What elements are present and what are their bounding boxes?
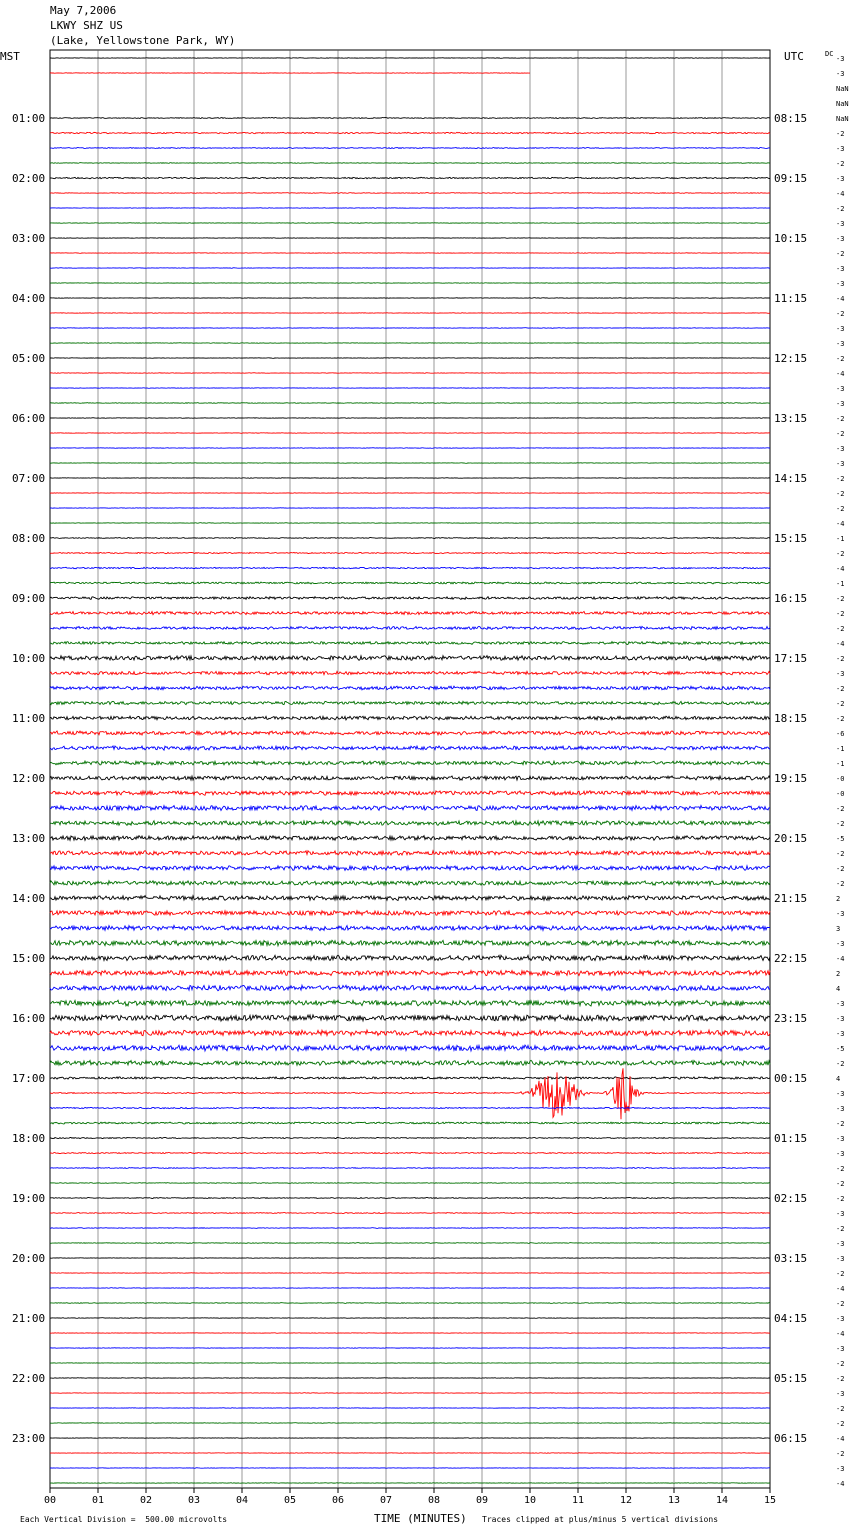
scale-note: Each Vertical Division = 500.00 microvolts <box>20 1515 228 1524</box>
trace-line <box>50 132 770 133</box>
station-code: LKWY SHZ US <box>50 19 123 32</box>
trace-offset-label: 2 <box>836 970 841 978</box>
trace-offset-label: -3 <box>836 1000 845 1008</box>
trace-line <box>50 1183 770 1184</box>
trace-offset-label: -3 <box>836 1150 845 1158</box>
left-hour-label: 22:00 <box>12 1372 46 1385</box>
trace-offset-label: -2 <box>836 205 845 213</box>
right-hour-label: 08:15 <box>774 112 808 125</box>
trace-offset-label: -6 <box>836 730 845 738</box>
trace-line <box>50 193 770 194</box>
trace-offset-label: -0 <box>836 790 845 798</box>
trace-line <box>50 955 770 961</box>
trace-offset-label: -2 <box>836 1270 845 1278</box>
right-hour-label: 12:15 <box>774 352 808 365</box>
trace-line <box>50 1137 770 1138</box>
trace-offset-label: -2 <box>836 130 845 138</box>
trace-offset-label: -2 <box>836 1060 845 1068</box>
trace-offset-label: -1 <box>836 580 845 588</box>
trace-offset-label: -2 <box>836 415 845 423</box>
trace-offset-label: NaN <box>836 85 849 93</box>
x-tick-label-05: 05 <box>283 1495 297 1506</box>
trace-offset-label: -1 <box>836 535 845 543</box>
trace-offset-label: -3 <box>836 1465 845 1473</box>
trace-offset-label: -3 <box>836 910 845 918</box>
trace-line <box>50 163 770 164</box>
right-hour-label: 14:15 <box>774 472 808 485</box>
trace-line <box>50 1483 770 1484</box>
trace-offset-label: -4 <box>836 565 845 573</box>
trace-line <box>50 626 770 629</box>
trace-offset-label: -2 <box>836 490 845 498</box>
trace-offset-label: -3 <box>836 385 845 393</box>
trace-offset-label: -5 <box>836 835 845 843</box>
trace-line <box>50 806 770 811</box>
trace-offset-label: -2 <box>836 1360 845 1368</box>
trace-line <box>50 656 770 661</box>
trace-offset-label: -3 <box>836 340 845 348</box>
trace-offset-label: -4 <box>836 1435 845 1443</box>
trace-line <box>50 283 770 284</box>
trace-offset-label: -3 <box>836 1240 845 1248</box>
trace-line <box>50 1333 770 1334</box>
trace-offset-label: -4 <box>836 520 845 528</box>
trace-line <box>50 597 770 600</box>
trace-line <box>50 1453 770 1454</box>
right-hour-label: 10:15 <box>774 232 808 245</box>
trace-line <box>50 523 770 524</box>
trace-line <box>50 208 770 209</box>
left-hour-label: 07:00 <box>12 472 46 485</box>
left-hour-label: 09:00 <box>12 592 46 605</box>
trace-line <box>50 1243 770 1244</box>
trace-offset-label: -4 <box>836 955 845 963</box>
trace-offset-label: -2 <box>836 850 845 858</box>
x-tick-label-12: 12 <box>619 1495 633 1506</box>
trace-offset-label: -4 <box>836 1480 845 1488</box>
trace-offset-label: -3 <box>836 670 845 678</box>
left-timezone-label: MST <box>0 50 20 63</box>
trace-line <box>50 313 770 314</box>
trace-line <box>50 642 770 645</box>
trace-line <box>50 493 770 494</box>
x-axis-label: TIME (MINUTES) <box>374 1512 467 1525</box>
right-hour-label: 11:15 <box>774 292 808 305</box>
trace-line <box>50 1423 770 1424</box>
trace-line <box>50 223 770 224</box>
trace-line <box>50 433 770 434</box>
trace-line <box>50 1122 770 1124</box>
trace-line <box>50 1318 770 1319</box>
right-hour-label: 06:15 <box>774 1432 808 1445</box>
trace-offset-label: -2 <box>836 550 845 558</box>
trace-offset-label: -3 <box>836 235 845 243</box>
trace-line <box>50 1000 770 1006</box>
trace-line <box>50 508 770 509</box>
trace-line <box>50 582 770 584</box>
trace-offset-label: -2 <box>836 1120 845 1128</box>
trace-line <box>50 1378 770 1379</box>
trace-line <box>50 298 770 299</box>
trace-offset-label: -3 <box>836 1015 845 1023</box>
right-hour-label: 23:15 <box>774 1012 808 1025</box>
left-hour-label: 18:00 <box>12 1132 46 1145</box>
trace-offset-label: -2 <box>836 310 845 318</box>
trace-offset-label: -2 <box>836 1300 845 1308</box>
trace-line <box>50 403 770 404</box>
trace-line <box>50 1015 770 1021</box>
left-hour-label: 08:00 <box>12 532 46 545</box>
trace-line <box>50 1303 770 1304</box>
station-location: (Lake, Yellowstone Park, WY) <box>50 34 236 47</box>
trace-offset-label: -4 <box>836 640 845 648</box>
trace-line <box>50 1198 770 1199</box>
right-hour-label: 01:15 <box>774 1132 808 1145</box>
trace-offset-label: -3 <box>836 400 845 408</box>
trace-offset-label: -4 <box>836 370 845 378</box>
trace-line <box>50 1228 770 1229</box>
x-tick-label-15: 15 <box>763 1495 777 1506</box>
trace-offset-label: -2 <box>836 1225 845 1233</box>
trace-line <box>50 731 770 735</box>
trace-offset-label: -3 <box>836 1390 845 1398</box>
trace-line <box>50 448 770 449</box>
trace-line <box>50 1213 770 1214</box>
right-hour-label: 21:15 <box>774 892 808 905</box>
x-tick-label-09: 09 <box>475 1495 489 1506</box>
trace-offset-label: -2 <box>836 1450 845 1458</box>
trace-offset-label: -2 <box>836 1165 845 1173</box>
x-tick-label-00: 00 <box>43 1495 57 1506</box>
trace-offset-label: -3 <box>836 145 845 153</box>
trace-line <box>50 746 770 750</box>
trace-offset-label: -2 <box>836 160 845 168</box>
trace-offset-label: -2 <box>836 1420 845 1428</box>
trace-line <box>50 851 770 856</box>
trace-line <box>50 1363 770 1364</box>
trace-line <box>50 1045 770 1051</box>
trace-offset-label: -2 <box>836 475 845 483</box>
trace-offset-label: -2 <box>836 700 845 708</box>
trace-line <box>50 1168 770 1169</box>
trace-offset-label: -2 <box>836 355 845 363</box>
right-hour-label: 05:15 <box>774 1372 808 1385</box>
trace-offset-label: NaN <box>836 115 849 123</box>
x-tick-label-04: 04 <box>235 1495 249 1506</box>
left-hour-label: 21:00 <box>12 1312 46 1325</box>
left-hour-label: 16:00 <box>12 1012 46 1025</box>
trace-line <box>50 1068 770 1119</box>
right-hour-label: 19:15 <box>774 772 808 785</box>
trace-line <box>50 612 770 615</box>
left-hour-label: 04:00 <box>12 292 46 305</box>
trace-line <box>50 388 770 389</box>
trace-line <box>50 1077 770 1079</box>
trace-line <box>50 1060 770 1065</box>
x-tick-label-02: 02 <box>139 1495 153 1506</box>
trace-line <box>50 73 530 74</box>
trace-line <box>50 1348 770 1349</box>
trace-line <box>50 881 770 885</box>
trace-line <box>50 671 770 675</box>
trace-offset-label: -2 <box>836 1405 845 1413</box>
left-hour-label: 12:00 <box>12 772 46 785</box>
right-hour-label: 16:15 <box>774 592 808 605</box>
trace-line <box>50 761 770 765</box>
dc-label: DC <box>825 50 834 58</box>
trace-line <box>50 836 770 841</box>
trace-line <box>50 985 770 990</box>
x-tick-label-07: 07 <box>379 1495 393 1506</box>
trace-line <box>50 716 770 720</box>
trace-offset-label: -3 <box>836 1255 845 1263</box>
right-hour-label: 13:15 <box>774 412 808 425</box>
trace-line <box>50 1438 770 1439</box>
left-hour-label: 17:00 <box>12 1072 46 1085</box>
trace-line <box>50 552 770 553</box>
right-hour-label: 03:15 <box>774 1252 808 1265</box>
left-hour-label: 15:00 <box>12 952 46 965</box>
trace-offset-label: -2 <box>836 430 845 438</box>
left-hour-label: 20:00 <box>12 1252 46 1265</box>
plot-date: May 7,2006 <box>50 4 117 17</box>
trace-offset-label: -1 <box>836 760 845 768</box>
trace-line <box>50 238 770 239</box>
right-hour-label: 02:15 <box>774 1192 808 1205</box>
trace-line <box>50 940 770 945</box>
x-tick-label-06: 06 <box>331 1495 345 1506</box>
trace-offset-label: 4 <box>836 985 841 993</box>
x-tick-label-13: 13 <box>667 1495 681 1506</box>
left-hour-label: 13:00 <box>12 832 46 845</box>
trace-offset-label: -4 <box>836 190 845 198</box>
trace-offset-label: 3 <box>836 925 841 933</box>
trace-offset-label: -3 <box>836 460 845 468</box>
trace-offset-label: -3 <box>836 1345 845 1353</box>
right-hour-label: 17:15 <box>774 652 808 665</box>
left-hour-label: 19:00 <box>12 1192 46 1205</box>
left-hour-label: 11:00 <box>12 712 46 725</box>
trace-offset-label: -3 <box>836 325 845 333</box>
right-hour-label: 20:15 <box>774 832 808 845</box>
trace-offset-label: -3 <box>836 280 845 288</box>
trace-offset-label: -3 <box>836 70 845 78</box>
trace-line <box>50 791 770 796</box>
trace-offset-label: -0 <box>836 775 845 783</box>
trace-line <box>50 118 770 119</box>
trace-offset-label: -4 <box>836 1285 845 1293</box>
trace-offset-label: -3 <box>836 265 845 273</box>
trace-offset-label: -2 <box>836 505 845 513</box>
trace-offset-label: -2 <box>836 880 845 888</box>
plot-frame <box>50 50 770 1488</box>
left-hour-label: 10:00 <box>12 652 46 665</box>
trace-offset-label: -2 <box>836 625 845 633</box>
left-hour-label: 05:00 <box>12 352 46 365</box>
trace-offset-label: -1 <box>836 745 845 753</box>
trace-line <box>50 328 770 329</box>
right-hour-label: 18:15 <box>774 712 808 725</box>
left-hour-label: 02:00 <box>12 172 46 185</box>
right-hour-label: 00:15 <box>774 1072 808 1085</box>
left-hour-label: 23:00 <box>12 1432 46 1445</box>
left-hour-label: 03:00 <box>12 232 46 245</box>
trace-offset-label: -3 <box>836 1030 845 1038</box>
trace-line <box>50 686 770 690</box>
left-hour-label: 14:00 <box>12 892 46 905</box>
trace-offset-label: -2 <box>836 655 845 663</box>
trace-line <box>50 1030 770 1036</box>
trace-offset-label: -4 <box>836 1330 845 1338</box>
trace-line <box>50 1408 770 1409</box>
trace-offset-label: -3 <box>836 1135 845 1143</box>
trace-offset-label: -2 <box>836 820 845 828</box>
trace-offset-label: -2 <box>836 1375 845 1383</box>
trace-line <box>50 1393 770 1394</box>
trace-offset-label: -2 <box>836 865 845 873</box>
trace-line <box>50 58 770 59</box>
right-timezone-label: UTC <box>784 50 804 63</box>
trace-offset-label: -2 <box>836 610 845 618</box>
trace-line <box>50 358 770 359</box>
trace-line <box>50 177 770 178</box>
x-tick-label-01: 01 <box>91 1495 105 1506</box>
trace-line <box>50 567 770 569</box>
trace-offset-label: -3 <box>836 220 845 228</box>
trace-line <box>50 911 770 916</box>
trace-line <box>50 418 770 419</box>
trace-line <box>50 776 770 780</box>
trace-line <box>50 1288 770 1289</box>
right-hour-label: 22:15 <box>774 952 808 965</box>
trace-offset-label: -2 <box>836 715 845 723</box>
x-tick-label-10: 10 <box>523 1495 537 1506</box>
trace-line <box>50 701 770 704</box>
x-tick-label-03: 03 <box>187 1495 201 1506</box>
trace-offset-label: -2 <box>836 685 845 693</box>
trace-line <box>50 148 770 149</box>
trace-offset-label: -3 <box>836 1315 845 1323</box>
trace-line <box>50 538 770 539</box>
trace-line <box>50 821 770 826</box>
x-tick-label-14: 14 <box>715 1495 729 1506</box>
x-tick-label-11: 11 <box>571 1495 585 1506</box>
trace-line <box>50 268 770 269</box>
trace-offset-label: -3 <box>836 55 845 63</box>
trace-offset-label: -3 <box>836 445 845 453</box>
trace-line <box>50 463 770 464</box>
trace-offset-label: -2 <box>836 805 845 813</box>
left-hour-label: 06:00 <box>12 412 46 425</box>
trace-offset-label: -4 <box>836 295 845 303</box>
trace-offset-label: NaN <box>836 100 849 108</box>
clip-note: Traces clipped at plus/minus 5 vertical divisions <box>482 1515 719 1524</box>
trace-offset-label: -5 <box>836 1045 845 1053</box>
trace-offset-label: -2 <box>836 1195 845 1203</box>
trace-offset-label: -2 <box>836 595 845 603</box>
trace-line <box>50 343 770 344</box>
trace-line <box>50 253 770 254</box>
trace-line <box>50 926 770 931</box>
trace-offset-label: -2 <box>836 1180 845 1188</box>
trace-line <box>50 1152 770 1153</box>
trace-offset-label: -3 <box>836 940 845 948</box>
trace-line <box>50 1107 770 1108</box>
trace-offset-label: -3 <box>836 1210 845 1218</box>
x-tick-label-08: 08 <box>427 1495 441 1506</box>
trace-offset-label: -3 <box>836 1105 845 1113</box>
trace-offset-label: 4 <box>836 1075 841 1083</box>
right-hour-label: 09:15 <box>774 172 808 185</box>
trace-line <box>50 373 770 374</box>
trace-line <box>50 1258 770 1259</box>
trace-line <box>50 478 770 479</box>
trace-line <box>50 1468 770 1469</box>
left-hour-label: 01:00 <box>12 112 46 125</box>
trace-line <box>50 896 770 901</box>
trace-line <box>50 1273 770 1274</box>
right-hour-label: 04:15 <box>774 1312 808 1325</box>
trace-offset-label: 2 <box>836 895 841 903</box>
trace-offset-label: -3 <box>836 175 845 183</box>
trace-offset-label: -2 <box>836 250 845 258</box>
trace-line <box>50 971 770 976</box>
trace-offset-label: -3 <box>836 1090 845 1098</box>
trace-line <box>50 866 770 871</box>
right-hour-label: 15:15 <box>774 532 808 545</box>
